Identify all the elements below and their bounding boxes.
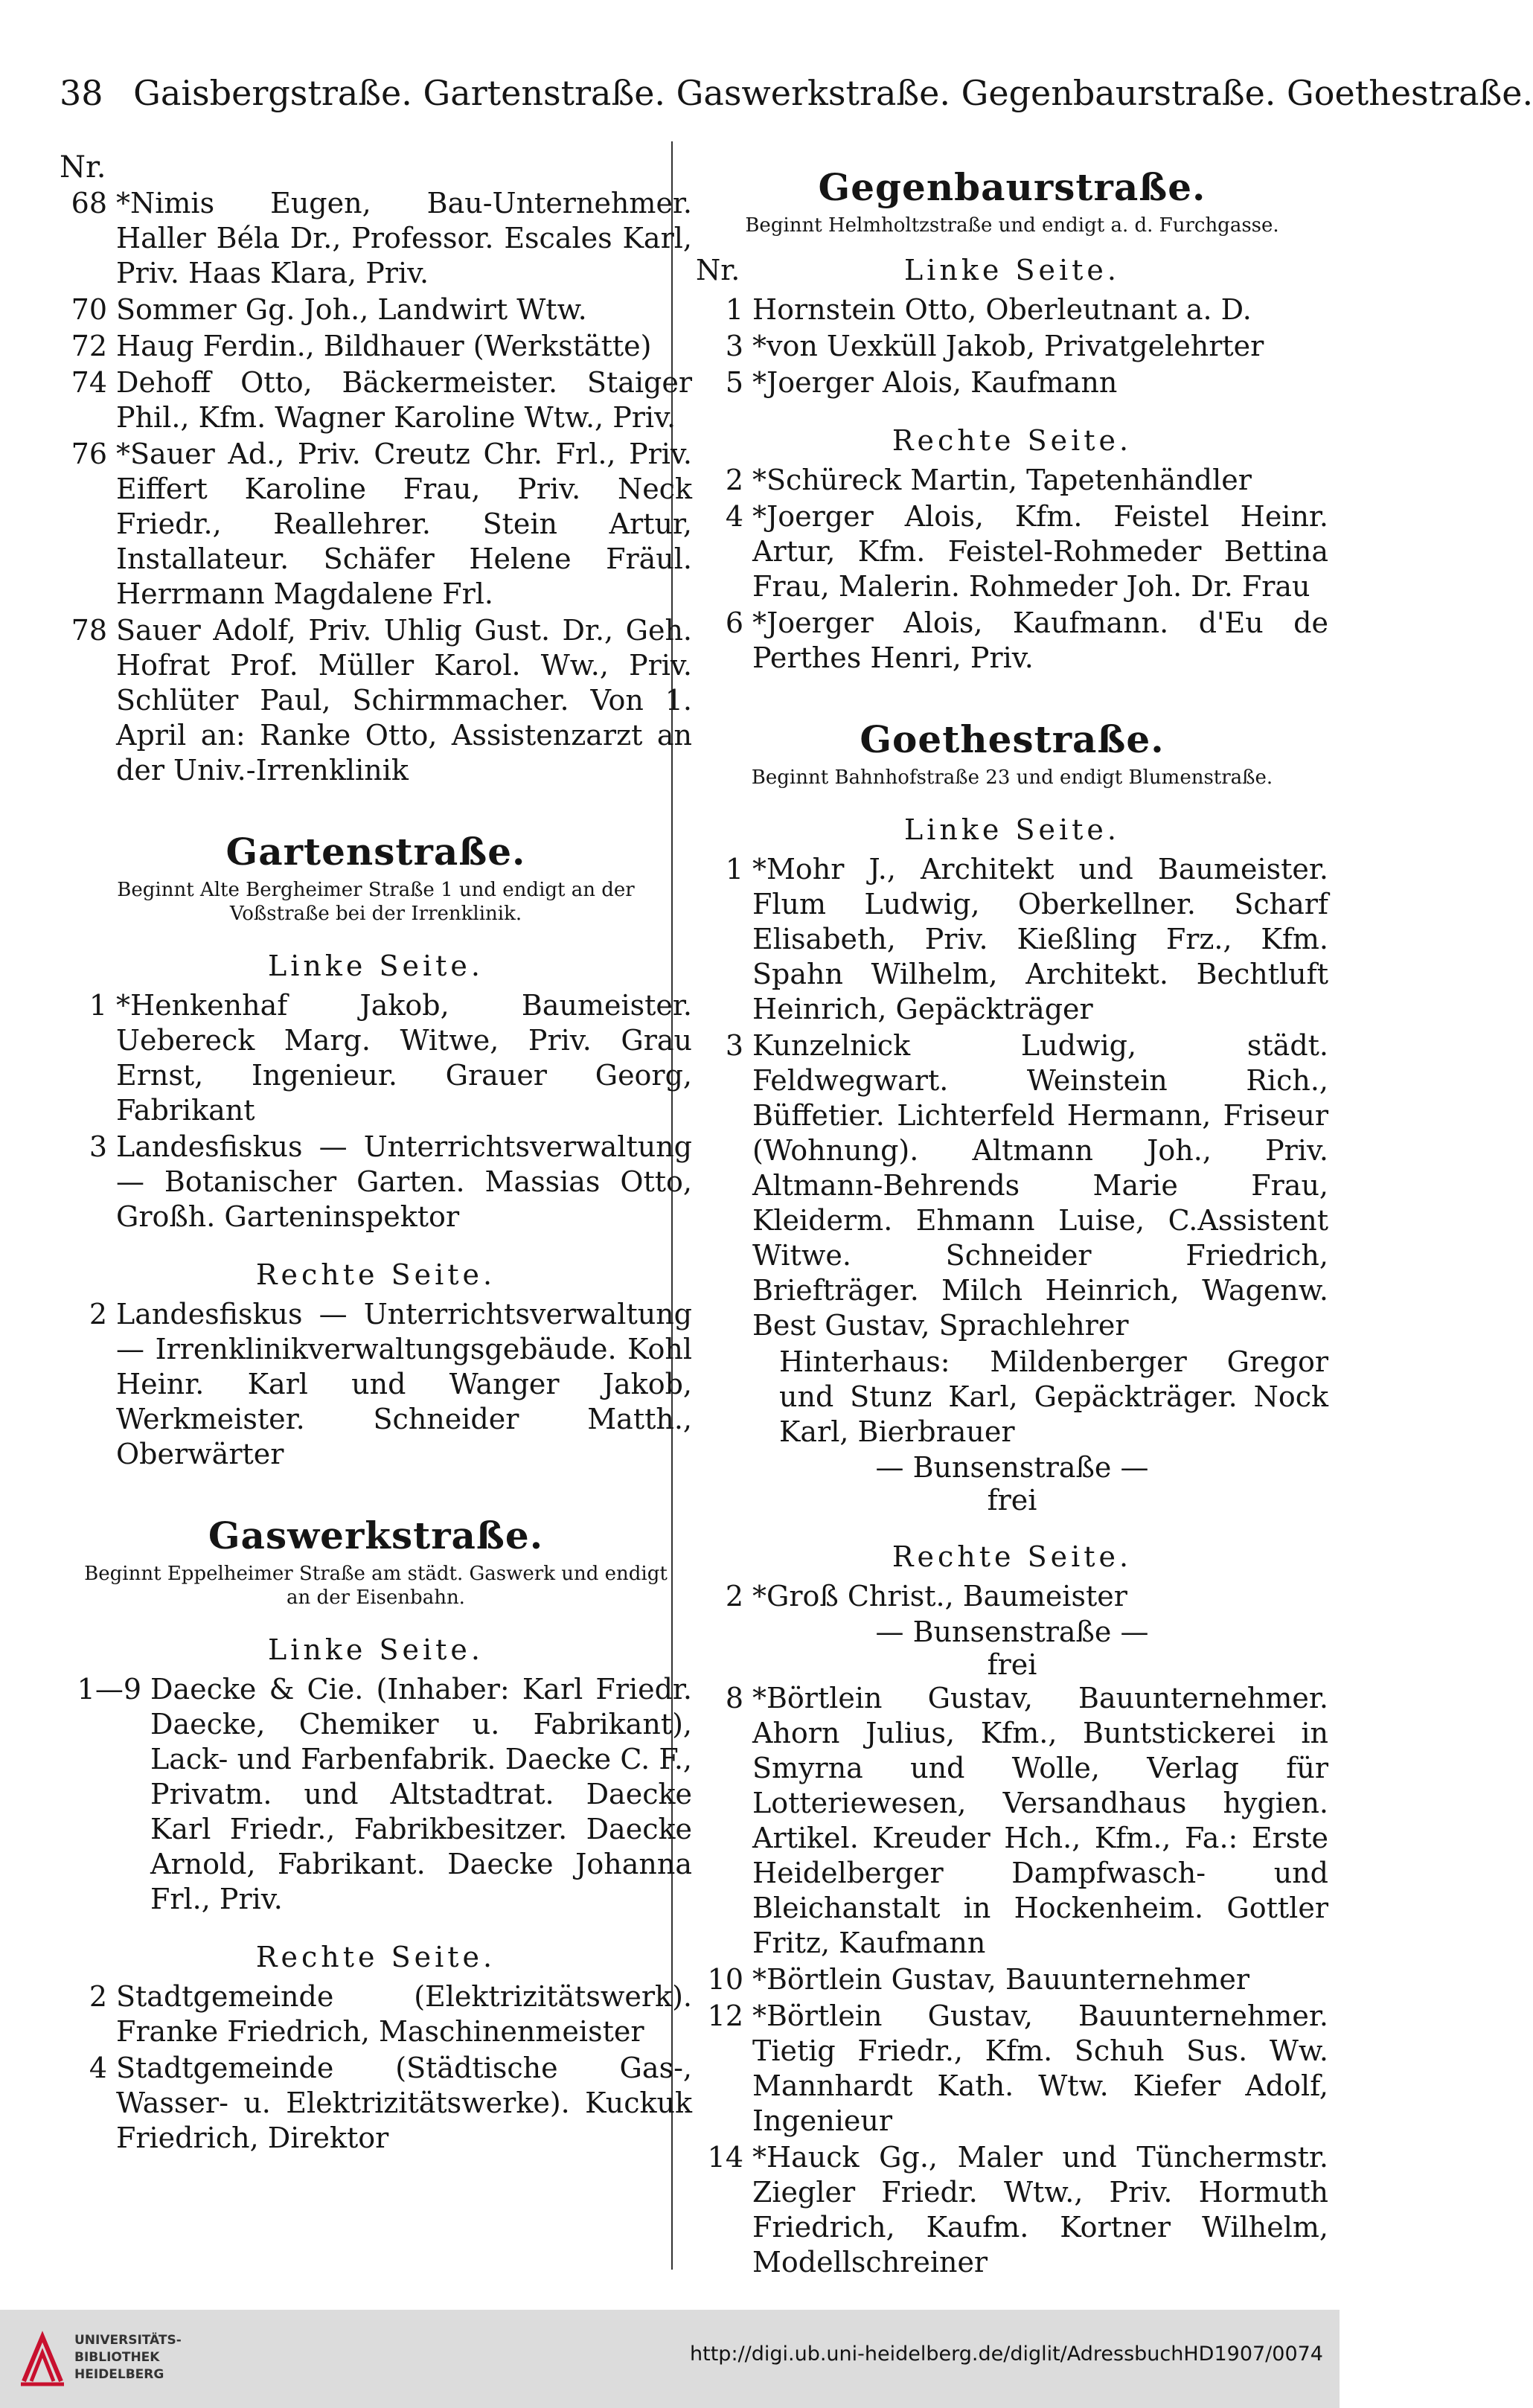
house-number: 2 (725, 1580, 743, 1613)
street-description-gaswerkstrasse: Beginnt Eppelheimer Straße am städt. Gaswerk und endigt an der Eisenbahn. (84, 1563, 668, 1609)
page-header (60, 60, 1533, 127)
house-number: 8 (725, 1682, 743, 1714)
side-heading (696, 418, 1328, 463)
entry-text: *Joerger Alois, Kfm. Feistel Heinr. Artur, Kfm. Feistel-Rohmeder Bettina Frau, Malerin. Rohmeder Joh. Dr. Frau (752, 500, 1328, 603)
house-number: 3 (89, 1130, 107, 1163)
entry-text: *Nimis Eugen, Bau-Unternehmer. Haller Béla Dr., Professor. Escales Karl, Priv. Haas Klara, Priv. (116, 187, 692, 289)
house-number: 4 (89, 2052, 107, 2084)
entry-text: *Mohr J., Architekt und Baumeister. Flum Ludwig, Oberkellner. Scharf Elisabeth, Priv. Kießling Frz., Kfm. Spahn Wilhelm, Architekt. Bechtluft Heinrich, Gepäckträger (752, 853, 1328, 1025)
entry-text: *Börtlein Gustav, Bauunternehmer. Tietig Friedr., Kfm. Schuh Sus. Ww. Mannhardt Kath. Wtw. Kiefer Adolf, Ingenieur (752, 1999, 1328, 2137)
gartenstrasse-right-entries (60, 1297, 692, 1472)
left-side-label: Linke Seite. (268, 950, 484, 982)
address-entry (60, 1297, 692, 1472)
house-number: 70 (71, 293, 107, 326)
gegenbaurstrasse-left-entries (696, 292, 1328, 400)
entry-text: *Henkenhaf Jakob, Baumeister. Uebereck Marg. Witwe, Priv. Grau Ernst, Ingenieur. Grauer Georg, Fabrikant (116, 989, 692, 1127)
address-entry (696, 852, 1328, 1027)
house-number: 1—9 (77, 1673, 141, 1706)
side-heading (60, 1627, 692, 1672)
side-heading (696, 248, 1328, 292)
address-entry (696, 329, 1328, 364)
address-entry (696, 1028, 1328, 1343)
address-entry (696, 1579, 1328, 1614)
entry-text: Stadtgemeinde (Elektrizitätswerk). Franke Friedrich, Maschinenmeister (116, 1980, 692, 2048)
entry-text: *Groß Christ., Baumeister (752, 1580, 1127, 1613)
street-title-gartenstrasse: Gartenstraße. (225, 830, 526, 874)
entry-text: *Börtlein Gustav, Bauunternehmer (752, 1963, 1250, 1996)
entry-text: Sommer Gg. Joh., Landwirt Wtw. (116, 293, 587, 326)
entry-text: Stadtgemeinde (Städtische Gas-, Wasser- u. Elektrizitätswerke). Kuckuk Friedrich, Direktor (116, 2052, 692, 2154)
right-side-label: Rechte Seite. (892, 424, 1133, 457)
goethestrasse-left-entries (696, 852, 1328, 1343)
library-name-line: UNIVERSITÄTS- (74, 2333, 182, 2348)
house-number: 3 (725, 1029, 743, 1062)
entry-text: *Sauer Ad., Priv. Creutz Chr. Frl., Priv. Eiffert Karoline Frau, Priv. Neck Friedr., Reallehrer. Stein Artur, Installateur. Schäfer Helene Fräul. Herrmann Magdalene Frl. (116, 438, 692, 610)
house-number: 1 (725, 293, 743, 326)
continued-entries (60, 186, 692, 788)
entry-text: *von Uexküll Jakob, Privatgelehrter (752, 330, 1264, 362)
side-heading (60, 1935, 692, 1979)
footer-bar (0, 2310, 1340, 2408)
address-entry (60, 329, 692, 364)
right-side-label: Rechte Seite. (892, 1540, 1133, 1573)
cross-street-free: frei (987, 1484, 1037, 1517)
street-title-gaswerkstrasse: Gaswerkstraße. (208, 1514, 544, 1557)
address-entry (696, 292, 1328, 327)
entry-text: Landesfiskus — Unterrichtsverwaltung — Botanischer Garten. Massias Otto, Großh. Garteninspektor (116, 1130, 692, 1233)
house-number: 4 (725, 500, 743, 533)
library-logo-icon (16, 2329, 68, 2389)
right-column (696, 149, 1328, 2281)
address-entry (696, 1962, 1328, 1997)
entry-text: Haug Ferdin., Bildhauer (Werkstätte) (116, 330, 652, 362)
house-number: 12 (707, 1999, 743, 2032)
address-entry (60, 1672, 692, 1917)
entry-text: Landesfiskus — Unterrichtsverwaltung — Irrenklinikverwaltungsgebäude. Kohl Heinr. Karl und Wanger Jakob, Werkmeister. Schneider Matth., Oberwärter (116, 1298, 692, 1470)
entry-text: *Joerger Alois, Kaufmann. d'Eu de Perthes Henri, Priv. (752, 606, 1328, 674)
house-number: 68 (71, 187, 107, 220)
goethestrasse-right-entries (696, 1681, 1328, 2280)
nr-label: Nr. (60, 150, 106, 185)
running-head-streets: Gaisbergstraße. Gartenstraße. Gaswerkstraße. Gegenbaurstraße. Goethestraße. (133, 73, 1533, 113)
address-entry (696, 463, 1328, 498)
street-description-goethestrasse: Beginnt Bahnhofstraße 23 und endigt Blumenstraße. (751, 766, 1273, 789)
house-number: 2 (725, 464, 743, 496)
address-entry (60, 613, 692, 788)
address-entry (60, 365, 692, 435)
house-number: 6 (725, 606, 743, 639)
house-number: 1 (89, 989, 107, 1022)
house-number: 5 (725, 366, 743, 399)
right-side-label: Rechte Seite. (255, 1258, 496, 1291)
house-number: 1 (725, 853, 743, 886)
house-number: 2 (89, 1980, 107, 2013)
gegenbaurstrasse-right-entries (696, 463, 1328, 676)
address-entry (696, 365, 1328, 400)
street-description-gartenstrasse: Beginnt Alte Bergheimer Straße 1 und endigt an der Voßstraße bei der Irrenklinik. (117, 879, 635, 925)
side-heading (60, 944, 692, 988)
cross-street-free: frei (987, 1648, 1037, 1681)
left-side-label: Linke Seite. (904, 813, 1120, 846)
source-url-link[interactable]: http://digi.ub.uni-heidelberg.de/diglit/AdressbuchHD1907/0074 (690, 2343, 1323, 2366)
gartenstrasse-left-entries (60, 988, 692, 1235)
house-number: 10 (707, 1963, 743, 1996)
house-number: 78 (71, 614, 107, 647)
entry-text: *Joerger Alois, Kaufmann (752, 366, 1118, 399)
house-number: 2 (89, 1298, 107, 1331)
side-heading (60, 1252, 692, 1297)
address-entry (696, 1999, 1328, 2139)
library-name-line: HEIDELBERG (74, 2367, 164, 2382)
cross-street: — Bunsenstraße — (875, 1616, 1149, 1648)
street-description-gegenbaurstrasse: Beginnt Helmholtzstraße und endigt a. d. Furchgasse. (745, 214, 1279, 237)
entry-text: Hinterhaus: Mildenberger Gregor und Stunz Karl, Gepäckträger. Nock Karl, Bierbrauer (779, 1345, 1328, 1448)
house-number: 14 (707, 2141, 743, 2174)
house-number: 74 (71, 366, 107, 399)
entry-text: *Börtlein Gustav, Bauunternehmer. Ahorn Julius, Kfm., Buntstickerei in Smyrna und Wolle, Verlag für Lotteriewesen, Versandhaus hygien. Artikel. Kreuder Hch., Kfm., Fa.: Erste Heidelberger Dampfwasch- und Bleichanstalt in Hockenheim. Gottler Fritz, Kaufmann (752, 1682, 1328, 1959)
gaswerkstrasse-left-entries (60, 1672, 692, 1917)
entry-text: *Schüreck Martin, Tapetenhändler (752, 464, 1252, 496)
left-side-label: Linke Seite. (268, 1633, 484, 1666)
entry-text: Dehoff Otto, Bäckermeister. Staiger Phil., Kfm. Wagner Karoline Wtw., Priv. (116, 366, 692, 434)
street-title-gegenbaurstrasse: Gegenbaurstraße. (818, 165, 1206, 209)
page-number: 38 (60, 73, 103, 113)
left-side-label: Linke Seite. (904, 254, 1120, 286)
address-entry (60, 437, 692, 612)
hinterhaus-entry (696, 1345, 1328, 1450)
address-entry (60, 2051, 692, 2156)
address-entry (696, 606, 1328, 676)
nr-label: Nr. (696, 254, 740, 286)
address-entry (60, 1979, 692, 2049)
cross-street: — Bunsenstraße — (875, 1451, 1149, 1484)
address-entry (60, 186, 692, 291)
left-column (60, 149, 692, 2157)
entry-text: Hornstein Otto, Oberleutnant a. D. (752, 293, 1252, 326)
address-entry (696, 2140, 1328, 2280)
address-entry (60, 292, 692, 327)
address-entry (696, 499, 1328, 604)
house-number: 76 (71, 438, 107, 470)
gaswerkstrasse-right-entries (60, 1979, 692, 2156)
library-name (74, 2332, 201, 2383)
right-side-label: Rechte Seite. (255, 1941, 496, 1973)
street-title-goethestrasse: Goethestraße. (860, 717, 1165, 761)
entry-text: Daecke & Cie. (Inhaber: Karl Friedr. Daecke, Chemiker u. Fabrikant), Lack- und Farbenfabrik. Daecke C. F., Privatm. und Altstadtrat. Daecke Karl Friedr., Fabrikbesitzer. Daecke Arnold, Fabrikant. Daecke Johanna Frl., Priv. (150, 1673, 692, 1915)
address-entry (60, 1130, 692, 1235)
entry-text: Sauer Adolf, Priv. Uhlig Gust. Dr., Geh. Hofrat Prof. Müller Karol. Ww., Priv. Schlüter Paul, Schirmmacher. Von 1. April an: Ranke Otto, Assistenzarzt an der Univ.-Irrenklinik (116, 614, 692, 787)
house-number: 3 (725, 330, 743, 362)
side-heading (696, 807, 1328, 852)
address-entry (60, 988, 692, 1128)
house-number: 72 (71, 330, 107, 362)
entry-text: Kunzelnick Ludwig, städt. Feldwegwart. Weinstein Rich., Büffetier. Lichterfeld Hermann, Friseur (Wohnung). Altmann Joh., Priv. Altmann-Behrends Marie Frau, Kleiderm. Ehmann Luise, C.Assistent Witwe. Schneider Friedrich, Briefträger. Milch Heinrich, Wagenw. Best Gustav, Sprachlehrer (752, 1029, 1328, 1342)
library-name-line: BIBLIOTHEK (74, 2350, 160, 2365)
side-heading (696, 1534, 1328, 1579)
address-entry (696, 1681, 1328, 1961)
entry-text: *Hauck Gg., Maler und Tünchermstr. Ziegler Friedr. Wtw., Priv. Hormuth Friedrich, Kaufm. Kortner Wilhelm, Modellschreiner (752, 2141, 1328, 2279)
